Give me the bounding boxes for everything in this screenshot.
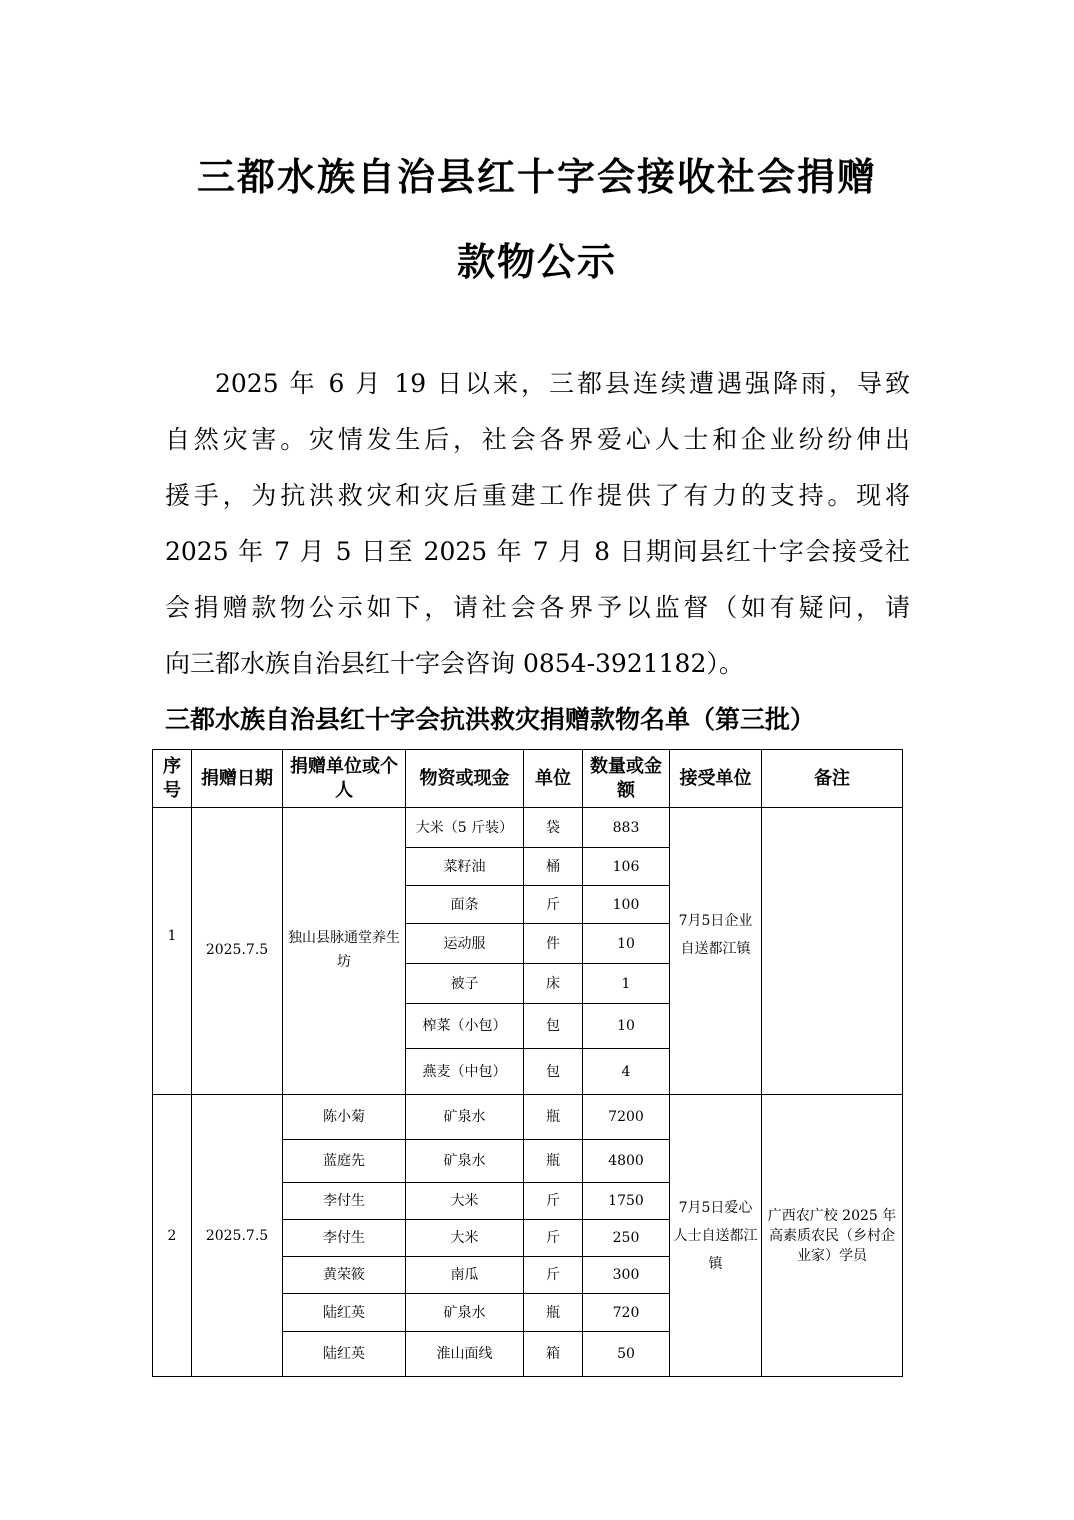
item-cell: 矿泉水 (406, 1294, 524, 1332)
paragraph-line: 自然灾害。灾情发生后，社会各界爱心人士和企业纷纷伸出 (165, 425, 910, 454)
item-cell: 大米（5 斤装） (406, 808, 524, 848)
table-header-row (153, 750, 903, 808)
item-cell: 矿泉水 (406, 1140, 524, 1183)
header-cell: 物资或现金 (406, 750, 524, 808)
unit-cell: 件 (524, 924, 583, 964)
unit-cell: 包 (524, 1049, 583, 1095)
item-cell: 被子 (406, 964, 524, 1004)
paragraph-line: 2025 年 6 月 19 日以来，三都县连续遭遇强降雨，导致 (215, 369, 910, 398)
donor-cell: 蓝庭先 (283, 1140, 406, 1183)
paragraph-line: 会捐赠款物公示如下，请社会各界予以监督（如有疑问，请 (165, 593, 910, 622)
donor-cell: 陈小菊 (283, 1095, 406, 1140)
unit-cell: 瓶 (524, 1294, 583, 1332)
qty-cell: 1750 (583, 1183, 670, 1220)
qty-cell: 100 (583, 886, 670, 924)
qty-cell: 4800 (583, 1140, 670, 1183)
remark-cell: 广西农广校 2025 年高素质农民（乡村企业家）学员 (762, 1095, 903, 1377)
page-title-line-1: 三都水族自治县红十字会接收社会捐赠 (196, 155, 877, 199)
item-cell: 运动服 (406, 924, 524, 964)
donor-cell: 陆红英 (283, 1294, 406, 1332)
item-cell: 大米 (406, 1220, 524, 1257)
header-cell: 捐赠日期 (192, 750, 283, 808)
qty-cell: 106 (583, 848, 670, 886)
qty-cell: 10 (583, 924, 670, 964)
unit-cell: 斤 (524, 886, 583, 924)
unit-cell: 包 (524, 1004, 583, 1049)
header-cell: 数量或金额 (583, 750, 670, 808)
donor-cell: 独山县脉通堂养生坊 (283, 808, 406, 1095)
paragraph-line: 向三都水族自治县红十字会咨询 0854-3921182）。 (165, 649, 744, 678)
unit-cell: 斤 (524, 1183, 583, 1220)
date-cell: 2025.7.5 (192, 808, 283, 1095)
unit-cell: 瓶 (524, 1140, 583, 1183)
unit-cell: 斤 (524, 1257, 583, 1294)
receiver-cell: 7月5日企业自送都江镇 (670, 808, 762, 1095)
donation-table (152, 749, 903, 1377)
header-cell: 备注 (762, 750, 903, 808)
item-cell: 南瓜 (406, 1257, 524, 1294)
paragraph-line: 援手，为抗洪救灾和灾后重建工作提供了有力的支持。现将 (165, 481, 910, 510)
qty-cell: 250 (583, 1220, 670, 1257)
serial-cell: 2 (153, 1095, 192, 1377)
qty-cell: 10 (583, 1004, 670, 1049)
qty-cell: 720 (583, 1294, 670, 1332)
remark-cell (762, 808, 903, 1095)
table-row (153, 808, 903, 848)
header-cell: 序号 (153, 750, 192, 808)
qty-cell: 883 (583, 808, 670, 848)
unit-cell: 瓶 (524, 1095, 583, 1140)
item-cell: 大米 (406, 1183, 524, 1220)
donor-cell: 李付生 (283, 1220, 406, 1257)
qty-cell: 1 (583, 964, 670, 1004)
unit-cell: 袋 (524, 808, 583, 848)
donation-list-title: 三都水族自治县红十字会抗洪救灾捐赠款物名单（第三批） (165, 705, 816, 734)
qty-cell: 300 (583, 1257, 670, 1294)
serial-cell: 1 (153, 808, 192, 1095)
donor-cell: 陆红英 (283, 1332, 406, 1377)
unit-cell: 床 (524, 964, 583, 1004)
header-cell: 捐赠单位或个人 (283, 750, 406, 808)
intro-paragraph (165, 356, 910, 692)
item-cell: 淮山面线 (406, 1332, 524, 1377)
item-cell: 燕麦（中包） (406, 1049, 524, 1095)
table-row (153, 1095, 903, 1140)
unit-cell: 箱 (524, 1332, 583, 1377)
qty-cell: 50 (583, 1332, 670, 1377)
unit-cell: 斤 (524, 1220, 583, 1257)
header-cell: 接受单位 (670, 750, 762, 808)
qty-cell: 4 (583, 1049, 670, 1095)
item-cell: 矿泉水 (406, 1095, 524, 1140)
item-cell: 榨菜（小包） (406, 1004, 524, 1049)
item-cell: 菜籽油 (406, 848, 524, 886)
header-cell: 单位 (524, 750, 583, 808)
donor-cell: 黄荣筱 (283, 1257, 406, 1294)
unit-cell: 桶 (524, 848, 583, 886)
date-cell: 2025.7.5 (192, 1095, 283, 1377)
donor-cell: 李付生 (283, 1183, 406, 1220)
receiver-cell: 7月5日爱心人士自送都江镇 (670, 1095, 762, 1377)
qty-cell: 7200 (583, 1095, 670, 1140)
paragraph-line: 2025 年 7 月 5 日至 2025 年 7 月 8 日期间县红十字会接受社 (165, 537, 910, 566)
page-title-line-2: 款物公示 (456, 240, 617, 284)
item-cell: 面条 (406, 886, 524, 924)
